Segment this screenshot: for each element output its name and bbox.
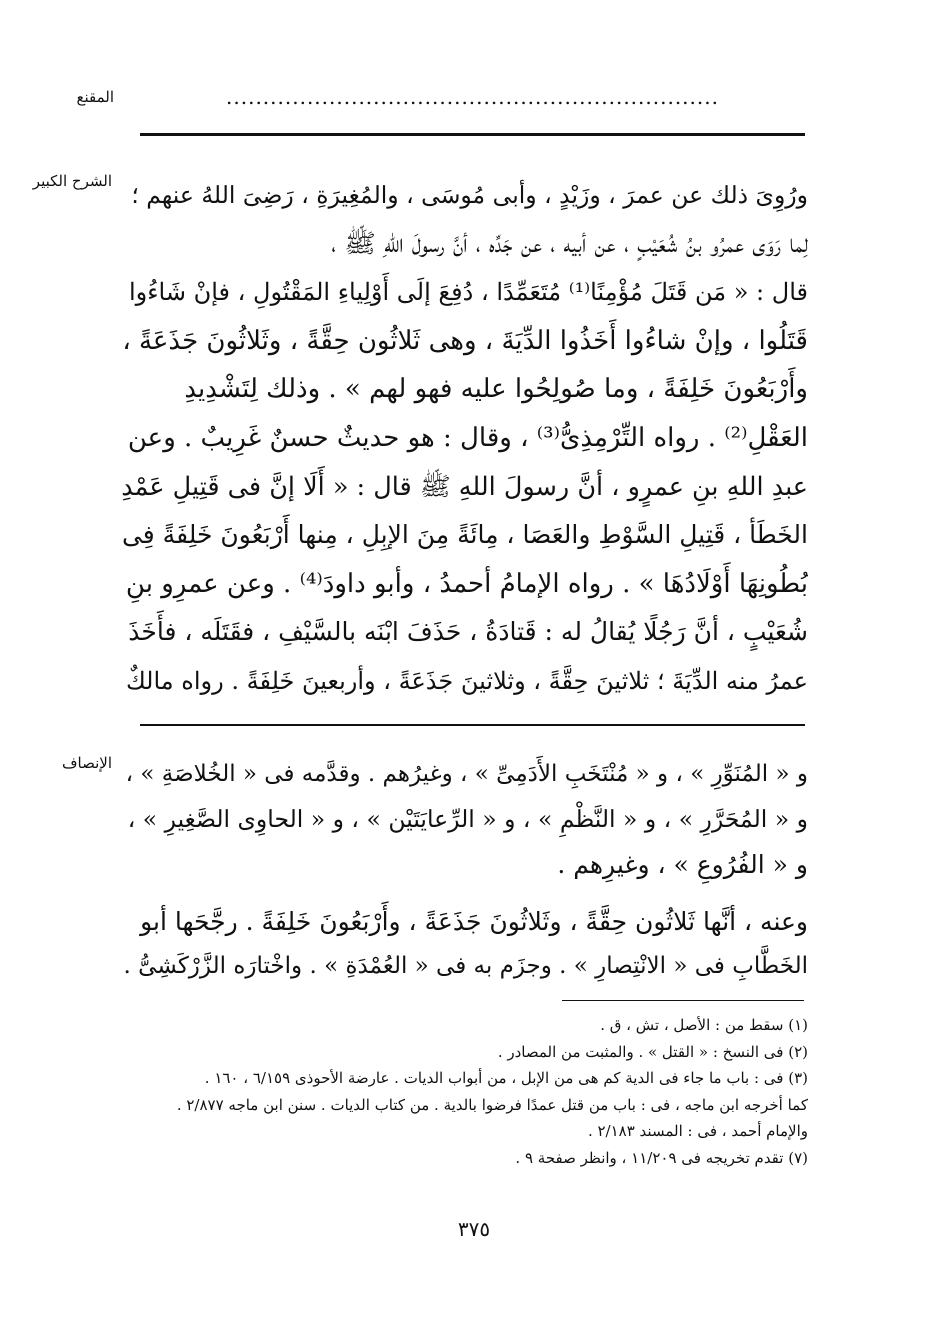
footnote: (٣) فى : باب ما جاء فى الدية كم هى من الإبل ، من أبواب الديات . عارضة الأحوذى ٦/١٥٩ ، ١٦٠ .	[204, 1069, 808, 1087]
footnote-divider	[562, 1000, 804, 1001]
text-line: الخَطَّابِ فى « الانْتِصارِ » . وجزَم به فى « العُمْدَةِ » . واخْتارَه الزَّرْكَشِىُّ .	[123, 953, 808, 979]
main-commentary-text	[120, 171, 808, 706]
text-line: الخَطَأ ، قَتِيلِ السَّوْطِ والعَصَا ، مِائَةً مِنَ الإبِلِ ، مِنها أَرْبَعُونَ خَلِفَةً فِى	[121, 520, 808, 550]
text-line: و « المُنَوِّرِ » ، و « مُنْتَخَبِ الأَدَمِىِّ » ، وغيرُهم . وقدَّمه فى « الخُلاصَةِ » ،	[125, 761, 808, 787]
header-dotted-leader: ...................................................................	[226, 85, 719, 109]
footnotes	[120, 1012, 808, 1171]
insaf-text	[120, 752, 808, 989]
footnote: (١) سقط من : الأصل ، تش ، ق .	[600, 1016, 808, 1034]
side-label-sharh: الشرح الكبير	[32, 172, 112, 190]
text-line: قال : « مَن قَتَلَ مُؤْمِنًا⁽¹⁾ مُتَعَمِّدًا ، دُفِعَ إلَى أَوْلِياءِ المَقْتُولِ ، فإنْ شَاءُوا	[129, 278, 808, 307]
text-line: لِما رَوَى عمرُو بنُ شُعَيْبٍ ، عن أبيه ، عن جَدِّه ، أنَّ رسولَ اللهِ ﷺ ،	[331, 228, 808, 259]
footnote: (٢) فى النسخ : « القتل » . والمثبت من المصادر .	[497, 1042, 808, 1061]
footnote: والإمام أحمد ، فى : المسند ٢/١٨٣ .	[587, 1122, 808, 1140]
header-rule	[140, 133, 805, 136]
side-label-insaf: الإنصاف	[61, 754, 112, 772]
text-line: عبدِ اللهِ بنِ عمرٍو ، أنَّ رسولَ اللهِ ﷺ قال : « أَلَا إنَّ فى قَتِيلِ عَمْدِ	[121, 471, 808, 502]
section-divider	[140, 724, 805, 726]
footnote: (٧) تقدم تخريجه فى ١١/٢٠٩ ، وانظر صفحة ٩ .	[515, 1148, 808, 1167]
text-line: عمرُ منه الدِّيَةَ ؛ ثلاثينَ حِقَّةً ، وثلاثينَ جَذَعَةً ، وأربعينَ خَلِفَةً . رواه مالكٌ	[125, 666, 808, 695]
text-line: بُطُونِهَا أَوْلَادُهَا » . رواه الإمامُ أحمدُ ، وأبو داودَ⁽⁴⁾ . وعن عمرِو بنِ	[125, 568, 808, 599]
text-line: وعنه ، أنَّها ثَلاثُون حِقَّةً ، وثَلاثُونَ جَذَعَةً ، وأَرْبَعُونَ خَلِفَةً . رجَّحَها أبو	[140, 907, 808, 936]
text-line: شُعَيْبٍ ، أنَّ رَجُلًا يُقالُ له : قَتادَةُ ، حَذَفَ ابْنَه بالسَّيْفِ ، فقَتَلَه ، فأَخَذَ	[128, 617, 808, 647]
text-line: و « الفُرُوعِ » ، وغيرِهم .	[557, 850, 808, 879]
text-line: العَقْلِ⁽²⁾ . رواه التِّرْمِذِىُّ⁽³⁾ ، وقال : هو حديثٌ حسنٌ غَرِيبٌ . وعن	[127, 422, 808, 453]
text-line: قَتَلُوا ، وإنْ شاءُوا أَخَذُوا الدِّيَةَ ، وهى ثَلاثُون حِقَّةً ، وثَلاثُونَ جَذَعَةً ،	[122, 325, 808, 356]
text-line: وأَرْبَعُونَ خَلِفَةً ، وما صُولِحُوا عليه فهو لهم » . وذلك لِتَشْدِيدِ	[184, 374, 808, 405]
text-line: ورُوِىَ ذلك عن عمرَ ، وزَيْدٍ ، وأبى مُوسَى ، والمُغِيرَةِ ، رَضِىَ اللهُ عنهم ؛	[131, 181, 808, 209]
footnote: كما أخرجه ابن ماجه ، فى : باب من قتل عمدًا فرضوا بالدية . من كتاب الديات . سنن ابن ماجه ٢/٨٧٧ .	[176, 1095, 808, 1114]
text-line: و « المُحَرَّرِ » ، و « النَّظْمِ » ، و « الرِّعايَتَيْن » ، و « الحاوِى الصَّغِيرِ » ،	[127, 805, 808, 833]
page-number: ٣٧٥	[457, 1217, 491, 1241]
header-book-title: المقنع	[76, 88, 114, 106]
